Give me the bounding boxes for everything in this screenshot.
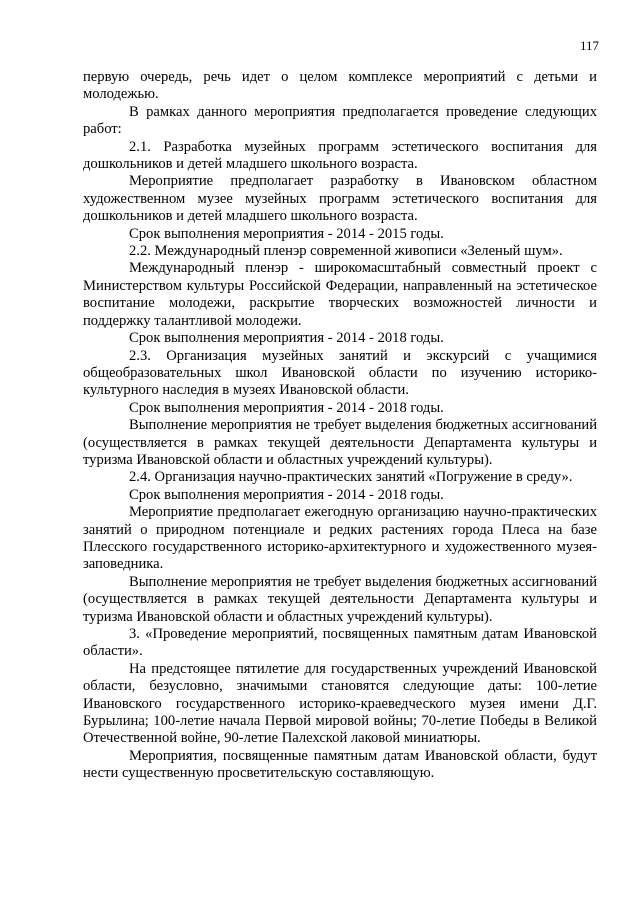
paragraph-item-2-1-description: Мероприятие предполагает разработку в Ивановском областном художественном музее музейных программ эстетического воспитания для дошкольников и детей младшего школьного возраста.: [83, 173, 597, 225]
paragraph-item-2-4: 2.4. Организация научно-практических занятий «Погружение в среду».: [129, 469, 573, 486]
paragraph-continuation: первую очередь, речь идет о целом комплексе мероприятий с детьми и молодежью.: [83, 69, 597, 103]
paragraph-item-3: 3. «Проведение мероприятий, посвященных памятным датам Ивановской области».: [83, 626, 597, 660]
paragraph-educational-component: Мероприятия, посвященные памятным датам Ивановской области, будут нести существенную просветительскую составляющую.: [83, 747, 597, 782]
paragraph-item-2-3-funding: Выполнение мероприятия не требует выделения бюджетных ассигнований (осуществляется в рамках текущей деятельности Департамента культуры и туризма Ивановской области и областных учреждений культуры).: [83, 417, 597, 468]
paragraph-item-2-4-funding: Выполнение мероприятия не требует выделения бюджетных ассигнований (осуществляется в рамках текущей деятельности Департамента культуры и туризма Ивановской области и областных учреждений культуры).: [83, 573, 597, 625]
paragraph-item-2-4-term: Срок выполнения мероприятия - 2014 - 2018 годы.: [129, 486, 444, 503]
paragraph-item-2-3-term: Срок выполнения мероприятия - 2014 - 2018 годы.: [129, 399, 444, 416]
body-text: [83, 69, 597, 783]
page-number: 117: [579, 38, 599, 53]
paragraph-item-2-3: 2.3. Организация музейных занятий и экскурсий с учащимися общеобразовательных школ Ивановской области по изучению историко-культурного наследия в музеях Ивановской области.: [83, 347, 597, 399]
paragraph-item-2-2: 2.2. Международный пленэр современной живописи «Зеленый шум».: [129, 243, 563, 260]
paragraph-item-2-2-term: Срок выполнения мероприятия - 2014 - 2018 годы.: [129, 330, 444, 347]
paragraph-memorable-dates: На предстоящее пятилетие для государственных учреждений Ивановской области, безусловно, значимыми становятся следующие даты: 100-летие Ивановского государственного историко-краеведческого музея имени Д.Г. Бурылина; 100-летие начала Первой мировой войны; 70-летие Победы в Великой Отечественной войне, 90-летие Палехской лаковой миниатюры.: [83, 660, 597, 747]
paragraph-item-2-1-term: Срок выполнения мероприятия - 2014 - 2015 годы.: [129, 225, 444, 242]
paragraph-item-2-4-description: Мероприятие предполагает ежегодную организацию научно-практических занятий о природном потенциале и редких растениях города Плеса на базе Плесского государственного историко-архитектурного и художественного музея-заповедника.: [83, 504, 597, 573]
paragraph-item-2-1: 2.1. Разработка музейных программ эстетического воспитания для дошкольников и детей младшего школьного возраста.: [83, 138, 597, 173]
paragraph-works-intro: В рамках данного мероприятия предполагается проведение следующих работ:: [83, 103, 597, 138]
paragraph-item-2-2-description: Международный пленэр - широкомасштабный совместный проект с Министерством культуры Российской Федерации, направленный на эстетическое воспитание молодежи, раскрытие творческих возможностей личности и поддержку талантливой молодежи.: [83, 260, 597, 329]
